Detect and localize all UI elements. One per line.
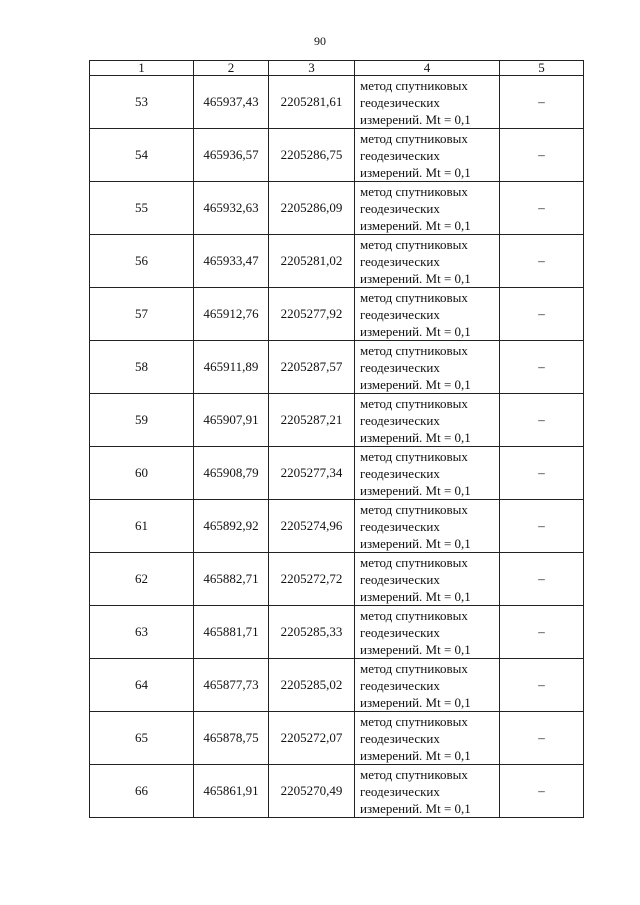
method-line: метод спутниковых [360, 236, 468, 252]
method-line: метод спутниковых [360, 713, 468, 729]
table-row [90, 447, 584, 500]
method-cell [355, 659, 500, 712]
table-row [90, 553, 584, 606]
note-cell: – [500, 659, 584, 712]
note-cell: – [500, 394, 584, 447]
method-line: измерений. Mt = 0,1 [360, 164, 471, 180]
table-row [90, 182, 584, 235]
note-cell: – [500, 235, 584, 288]
method-cell [355, 288, 500, 341]
point-number-cell: 58 [90, 341, 194, 394]
y-coordinate-cell: 2205285,33 [269, 606, 355, 659]
point-number-cell: 60 [90, 447, 194, 500]
point-number-cell: 63 [90, 606, 194, 659]
column-header: 1 [90, 61, 194, 76]
method-line: геодезических [360, 94, 440, 110]
method-line: метод спутниковых [360, 554, 468, 570]
point-number-cell: 53 [90, 76, 194, 129]
y-coordinate-cell: 2205270,49 [269, 765, 355, 818]
method-line: метод спутниковых [360, 395, 468, 411]
method-line: геодезических [360, 518, 440, 534]
point-number-cell: 55 [90, 182, 194, 235]
method-line: измерений. Mt = 0,1 [360, 111, 471, 127]
method-line: геодезических [360, 730, 440, 746]
method-line: измерений. Mt = 0,1 [360, 641, 471, 657]
method-line: измерений. Mt = 0,1 [360, 429, 471, 445]
method-line: геодезических [360, 412, 440, 428]
table-row [90, 500, 584, 553]
note-cell: – [500, 500, 584, 553]
y-coordinate-cell: 2205287,21 [269, 394, 355, 447]
x-coordinate-cell: 465892,92 [194, 500, 269, 553]
note-cell: – [500, 288, 584, 341]
method-line: измерений. Mt = 0,1 [360, 217, 471, 233]
x-coordinate-cell: 465912,76 [194, 288, 269, 341]
method-cell [355, 606, 500, 659]
method-cell [355, 553, 500, 606]
table-header-row [90, 61, 584, 76]
method-line: измерений. Mt = 0,1 [360, 323, 471, 339]
method-cell [355, 447, 500, 500]
x-coordinate-cell: 465882,71 [194, 553, 269, 606]
table-row [90, 76, 584, 129]
table-body [90, 76, 584, 818]
method-cell [355, 394, 500, 447]
note-cell: – [500, 765, 584, 818]
point-number-cell: 57 [90, 288, 194, 341]
method-cell [355, 129, 500, 182]
method-line: измерений. Mt = 0,1 [360, 694, 471, 710]
method-line: геодезических [360, 200, 440, 216]
y-coordinate-cell: 2205281,02 [269, 235, 355, 288]
x-coordinate-cell: 465861,91 [194, 765, 269, 818]
point-number-cell: 61 [90, 500, 194, 553]
note-cell: – [500, 447, 584, 500]
x-coordinate-cell: 465907,91 [194, 394, 269, 447]
column-header: 3 [269, 61, 355, 76]
note-cell: – [500, 606, 584, 659]
method-line: геодезических [360, 253, 440, 269]
method-line: метод спутниковых [360, 130, 468, 146]
point-number-cell: 56 [90, 235, 194, 288]
method-line: измерений. Mt = 0,1 [360, 588, 471, 604]
method-line: измерений. Mt = 0,1 [360, 747, 471, 763]
point-number-cell: 64 [90, 659, 194, 712]
point-number-cell: 54 [90, 129, 194, 182]
x-coordinate-cell: 465936,57 [194, 129, 269, 182]
method-cell [355, 235, 500, 288]
note-cell: – [500, 76, 584, 129]
y-coordinate-cell: 2205272,07 [269, 712, 355, 765]
note-cell: – [500, 712, 584, 765]
method-line: метод спутниковых [360, 342, 468, 358]
y-coordinate-cell: 2205277,92 [269, 288, 355, 341]
method-line: метод спутниковых [360, 289, 468, 305]
table-row [90, 394, 584, 447]
method-line: измерений. Mt = 0,1 [360, 270, 471, 286]
point-number-cell: 66 [90, 765, 194, 818]
y-coordinate-cell: 2205285,02 [269, 659, 355, 712]
method-line: геодезических [360, 359, 440, 375]
table-row [90, 341, 584, 394]
table-row [90, 129, 584, 182]
note-cell: – [500, 341, 584, 394]
point-number-cell: 59 [90, 394, 194, 447]
x-coordinate-cell: 465933,47 [194, 235, 269, 288]
column-header: 5 [500, 61, 584, 76]
x-coordinate-cell: 465932,63 [194, 182, 269, 235]
column-header: 4 [355, 61, 500, 76]
method-line: метод спутниковых [360, 766, 468, 782]
x-coordinate-cell: 465881,71 [194, 606, 269, 659]
method-cell [355, 182, 500, 235]
method-line: измерений. Mt = 0,1 [360, 376, 471, 392]
method-cell [355, 341, 500, 394]
method-line: геодезических [360, 465, 440, 481]
x-coordinate-cell: 465878,75 [194, 712, 269, 765]
method-line: геодезических [360, 306, 440, 322]
column-header: 2 [194, 61, 269, 76]
x-coordinate-cell: 465908,79 [194, 447, 269, 500]
method-line: метод спутниковых [360, 607, 468, 623]
coordinates-table [89, 60, 584, 818]
table-row [90, 606, 584, 659]
method-line: измерений. Mt = 0,1 [360, 482, 471, 498]
y-coordinate-cell: 2205272,72 [269, 553, 355, 606]
y-coordinate-cell: 2205286,75 [269, 129, 355, 182]
method-line: геодезических [360, 677, 440, 693]
y-coordinate-cell: 2205281,61 [269, 76, 355, 129]
table-row [90, 765, 584, 818]
y-coordinate-cell: 2205287,57 [269, 341, 355, 394]
table-row [90, 659, 584, 712]
method-line: геодезических [360, 571, 440, 587]
table-row [90, 712, 584, 765]
x-coordinate-cell: 465937,43 [194, 76, 269, 129]
y-coordinate-cell: 2205286,09 [269, 182, 355, 235]
method-line: измерений. Mt = 0,1 [360, 800, 471, 816]
method-line: геодезических [360, 147, 440, 163]
method-cell [355, 712, 500, 765]
method-line: геодезических [360, 783, 440, 799]
method-cell [355, 76, 500, 129]
method-line: метод спутниковых [360, 183, 468, 199]
point-number-cell: 62 [90, 553, 194, 606]
x-coordinate-cell: 465877,73 [194, 659, 269, 712]
method-line: метод спутниковых [360, 660, 468, 676]
point-number-cell: 65 [90, 712, 194, 765]
method-cell [355, 500, 500, 553]
method-line: метод спутниковых [360, 501, 468, 517]
table-row [90, 235, 584, 288]
x-coordinate-cell: 465911,89 [194, 341, 269, 394]
method-line: метод спутниковых [360, 448, 468, 464]
note-cell: – [500, 553, 584, 606]
note-cell: – [500, 182, 584, 235]
method-line: метод спутниковых [360, 77, 468, 93]
method-line: измерений. Mt = 0,1 [360, 535, 471, 551]
table-row [90, 288, 584, 341]
method-cell [355, 765, 500, 818]
method-line: геодезических [360, 624, 440, 640]
y-coordinate-cell: 2205277,34 [269, 447, 355, 500]
page-number: 90 [314, 34, 326, 48]
note-cell: – [500, 129, 584, 182]
y-coordinate-cell: 2205274,96 [269, 500, 355, 553]
